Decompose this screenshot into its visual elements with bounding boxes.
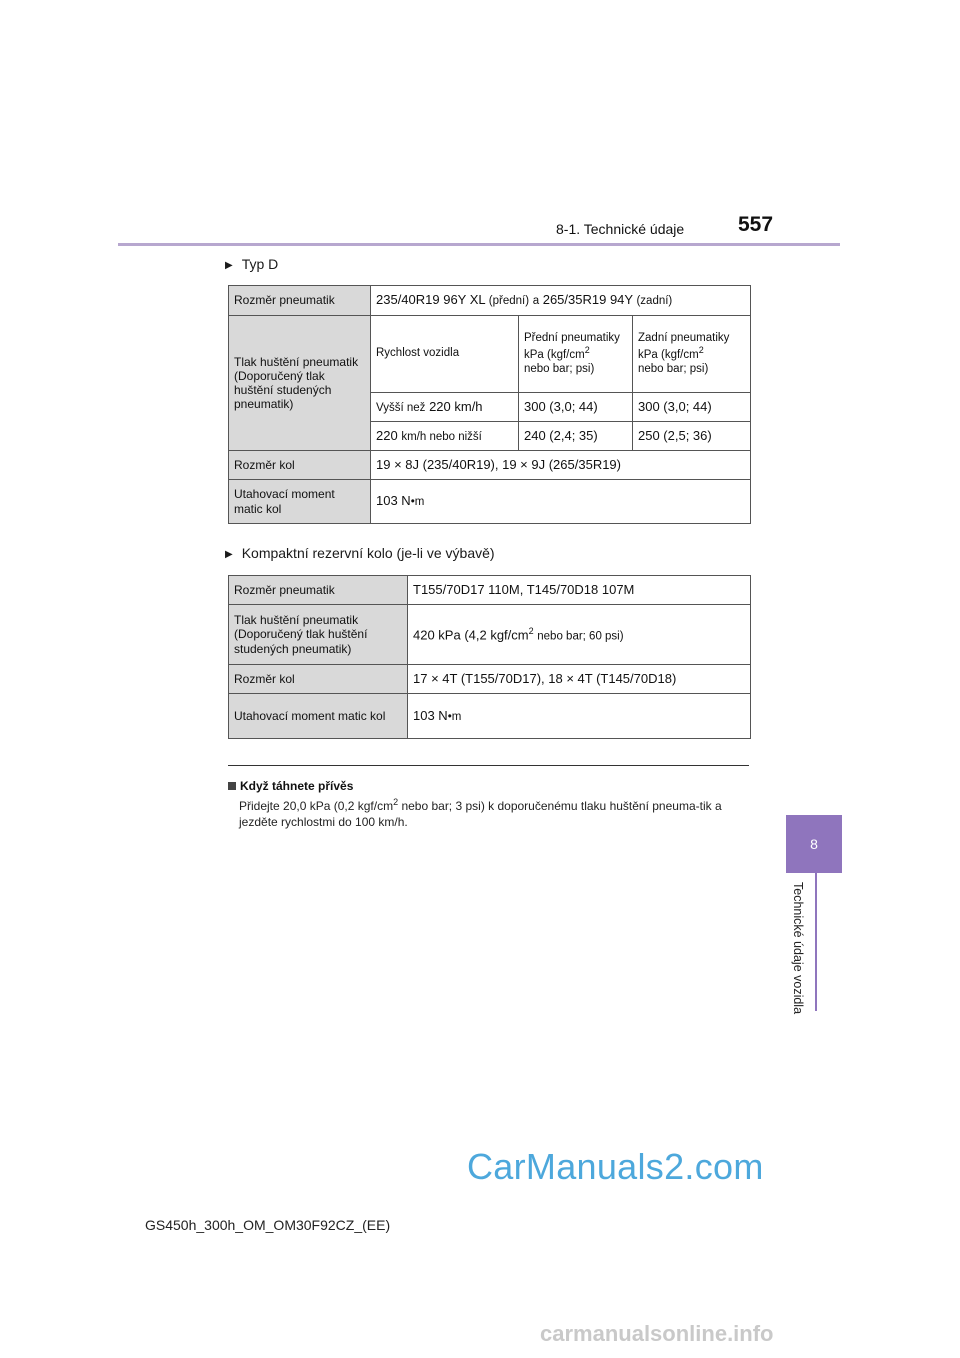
- chapter-label: Technické údaje vozidla: [791, 882, 805, 1015]
- chapter-tab-line: [815, 873, 817, 1011]
- table-row: [229, 316, 751, 393]
- pressure-value: 420 kPa (4,2 kgf/$cm^2$ nebo bar; 60 psi): [408, 605, 751, 665]
- tire-size-label: Rozměr pneumatik: [229, 576, 408, 605]
- rear-pressure-cell: 250 (2,5; 36): [633, 422, 751, 451]
- tire-size-value: T155/70D17 110M, T145/70D18 107M: [408, 576, 751, 605]
- table-row: [229, 480, 751, 524]
- pressure-label: Tlak huštění pneumatik (Doporučený tlak huštění studených pneumatik): [229, 605, 408, 665]
- front-pressure-cell: 300 (3,0; 44): [519, 393, 633, 422]
- table-row: [229, 694, 751, 739]
- type-d-heading: ▶ Typ D: [225, 256, 279, 272]
- torque-label: Utahovací moment matic kol: [229, 694, 408, 739]
- speed-cell: 220 km/h nebo nižší: [371, 422, 519, 451]
- torque-value: 103 N•m: [371, 480, 751, 524]
- speed-cell: Vyšší než 220 km/h: [371, 393, 519, 422]
- footer-code: GS450h_300h_OM_OM30F92CZ_(EE): [145, 1217, 391, 1233]
- front-tire-header: Přední pneumatiky kPa ($kgf/cm^2$ nebo bar; psi): [519, 316, 633, 393]
- rear-tire-header: Zadní pneumatiky kPa ($kgf/cm^2$ nebo bar; psi): [633, 316, 751, 393]
- square-bullet-icon: [228, 782, 236, 790]
- tire-size-value: 235/40R19 96Y XL (přední) a 265/35R19 94Y (zadní): [371, 286, 751, 316]
- torque-label: Utahovací moment matic kol: [229, 480, 371, 524]
- compact-spare-table: [228, 575, 751, 739]
- tire-size-label: Rozměr pneumatik: [229, 286, 371, 316]
- torque-value: 103 N•m: [408, 694, 751, 739]
- pressure-label: Tlak huštění pneumatik (Doporučený tlak huštění studených pneumatik): [229, 316, 371, 451]
- wheel-size-label: Rozměr kol: [229, 451, 371, 480]
- compact-spare-heading: ▶ Kompaktní rezervní kolo (je-li ve výbavě): [225, 545, 495, 561]
- note-body: Přidejte 20,0 kPa (0,2 kgf/$cm^2$ nebo bar; 3 psi) k doporučenému tlaku huštění pneuma-tik a jezděte rychlostmi do 100 km/h.: [239, 797, 722, 830]
- wheel-size-value: 17 × 4T (T155/70D17), 18 × 4T (T145/70D18): [408, 665, 751, 694]
- watermark-url: carmanualsonline.info: [540, 1321, 774, 1346]
- table-row: [229, 576, 751, 605]
- table-row: [229, 665, 751, 694]
- header-divider: [118, 243, 840, 246]
- chapter-number: 8: [810, 836, 818, 852]
- triangle-bullet-icon: ▶: [225, 549, 233, 560]
- rear-pressure-cell: 300 (3,0; 44): [633, 393, 751, 422]
- watermark-logo: CarManuals2.com: [467, 1146, 764, 1187]
- type-d-table: [228, 285, 751, 524]
- front-pressure-cell: 240 (2,4; 35): [519, 422, 633, 451]
- triangle-bullet-icon: ▶: [225, 260, 233, 271]
- speed-header: Rychlost vozidla: [371, 316, 519, 393]
- table-row: [229, 286, 751, 316]
- wheel-size-label: Rozměr kol: [229, 665, 408, 694]
- page-number: 557: [738, 213, 774, 236]
- section-title: 8-1. Technické údaje: [556, 221, 685, 237]
- wheel-size-value: 19 × 8J (235/40R19), 19 × 9J (265/35R19): [371, 451, 751, 480]
- note-divider: [228, 765, 749, 766]
- table-row: [229, 605, 751, 665]
- note-title: Když táhnete přívěs: [228, 779, 353, 793]
- table-row: [229, 451, 751, 480]
